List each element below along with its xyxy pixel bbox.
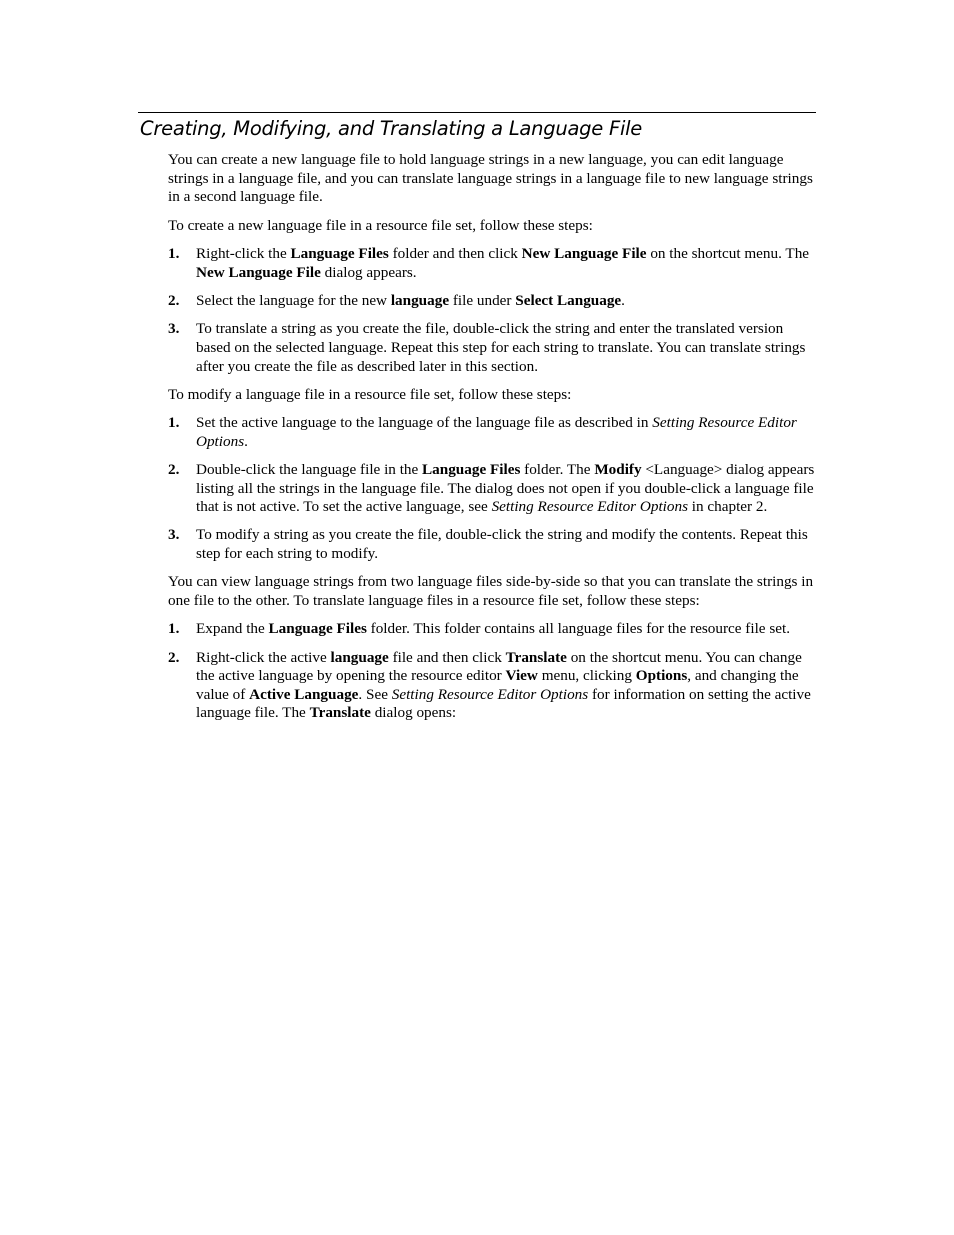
ui-term: Language Files [268, 620, 367, 638]
step-number: 1. [168, 414, 180, 432]
cross-reference: Setting Resource Editor Options [491, 498, 688, 516]
list-item [168, 526, 816, 563]
list-item [168, 245, 816, 282]
ui-term: New Language File [521, 245, 647, 263]
section-rule [138, 112, 816, 113]
list-item [168, 620, 816, 639]
list-item [168, 320, 816, 376]
ui-term: Translate [309, 704, 371, 722]
step-text: <Language> dialog appears listing all the strings in the language file. The dialog does not open if you double-click a language file that is not active. To set the active language, see [196, 461, 815, 516]
step-text: in chapter 2. [688, 498, 768, 516]
ui-term: Translate [505, 648, 567, 666]
step-text: . See [358, 685, 392, 703]
translate-steps-lead: You can view language strings from two language files side-by-side so that you can translate the strings in one file to the other. To translate language files in a resource file set, follow these steps: [168, 573, 814, 609]
step-text: , and changing the value of [196, 667, 799, 703]
step-text: for information on setting the active language file. The [196, 685, 811, 722]
step-text: . [244, 432, 248, 450]
list-item [168, 414, 816, 451]
ui-term: Language Files [422, 461, 521, 479]
step-text: Right-click the [196, 245, 291, 263]
step-number: 3. [168, 320, 180, 338]
step-text: Select the language for the new [196, 292, 391, 310]
step-number: 2. [168, 292, 180, 310]
ui-term: Modify [594, 461, 642, 479]
step-text: Expand the [196, 620, 269, 638]
list-item [168, 292, 816, 311]
step-text: Right-click the active [196, 648, 331, 666]
step-number: 1. [168, 245, 180, 263]
step-text: Double-click the language file in the [196, 461, 423, 479]
create-steps-list [168, 245, 816, 376]
step-number: 1. [168, 620, 180, 638]
step-text: on the shortcut menu. You can change the active language by opening the resource editor [196, 648, 802, 685]
list-item [168, 461, 816, 517]
step-text: To translate a string as you create the file, double-click the string and enter the translated version based on the selected language. Repeat this step for each string to translate. You can translate strings after you create the file as described later in this section. [196, 320, 806, 375]
step-text: menu, clicking [537, 667, 636, 685]
create-steps-lead: To create a new language file in a resource file set, follow these steps: [168, 216, 593, 234]
ui-term: Options [635, 667, 688, 685]
step-text: Set the active language to the language of the language file as described in [196, 414, 653, 432]
ui-term: language [330, 648, 389, 666]
ui-term: New Language File [196, 263, 321, 281]
document-body [168, 151, 816, 733]
step-text: file under [449, 292, 516, 310]
step-text: on the shortcut menu. The [646, 245, 810, 263]
translate-steps-list [168, 620, 816, 723]
step-text: To modify a string as you create the file, double-click the string and modify the contents. Repeat this step for each string to modify. [196, 526, 808, 563]
modify-steps-list [168, 414, 816, 563]
step-number: 2. [168, 461, 180, 479]
step-text: folder. This folder contains all language files for the resource file set. [366, 620, 790, 638]
ui-term: language [390, 292, 450, 310]
step-text: dialog opens: [370, 704, 457, 722]
ui-term: View [505, 667, 538, 685]
list-item [168, 649, 816, 723]
ui-term: Language Files [290, 245, 389, 263]
intro-paragraph: You can create a new language file to hold language strings in a new language, you can edit language strings in a language file, and you can translate language strings in a language file to new language strings in a second language file. [168, 151, 813, 206]
section-heading: Creating, Modifying, and Translating a Language File [140, 117, 643, 140]
step-text: dialog appears. [320, 263, 417, 281]
cross-reference: Setting Resource Editor Options [196, 414, 797, 450]
step-text: folder and then click [388, 245, 522, 263]
step-text: . [621, 292, 625, 310]
step-number: 3. [168, 526, 180, 544]
step-text: file and then click [388, 648, 506, 666]
step-number: 2. [168, 648, 180, 666]
cross-reference: Setting Resource Editor Options [391, 685, 589, 703]
step-text: folder. The [520, 461, 595, 479]
modify-steps-lead: To modify a language file in a resource file set, follow these steps: [168, 385, 572, 403]
ui-term: Select Language [515, 292, 622, 310]
ui-term: Active Language [249, 685, 359, 703]
